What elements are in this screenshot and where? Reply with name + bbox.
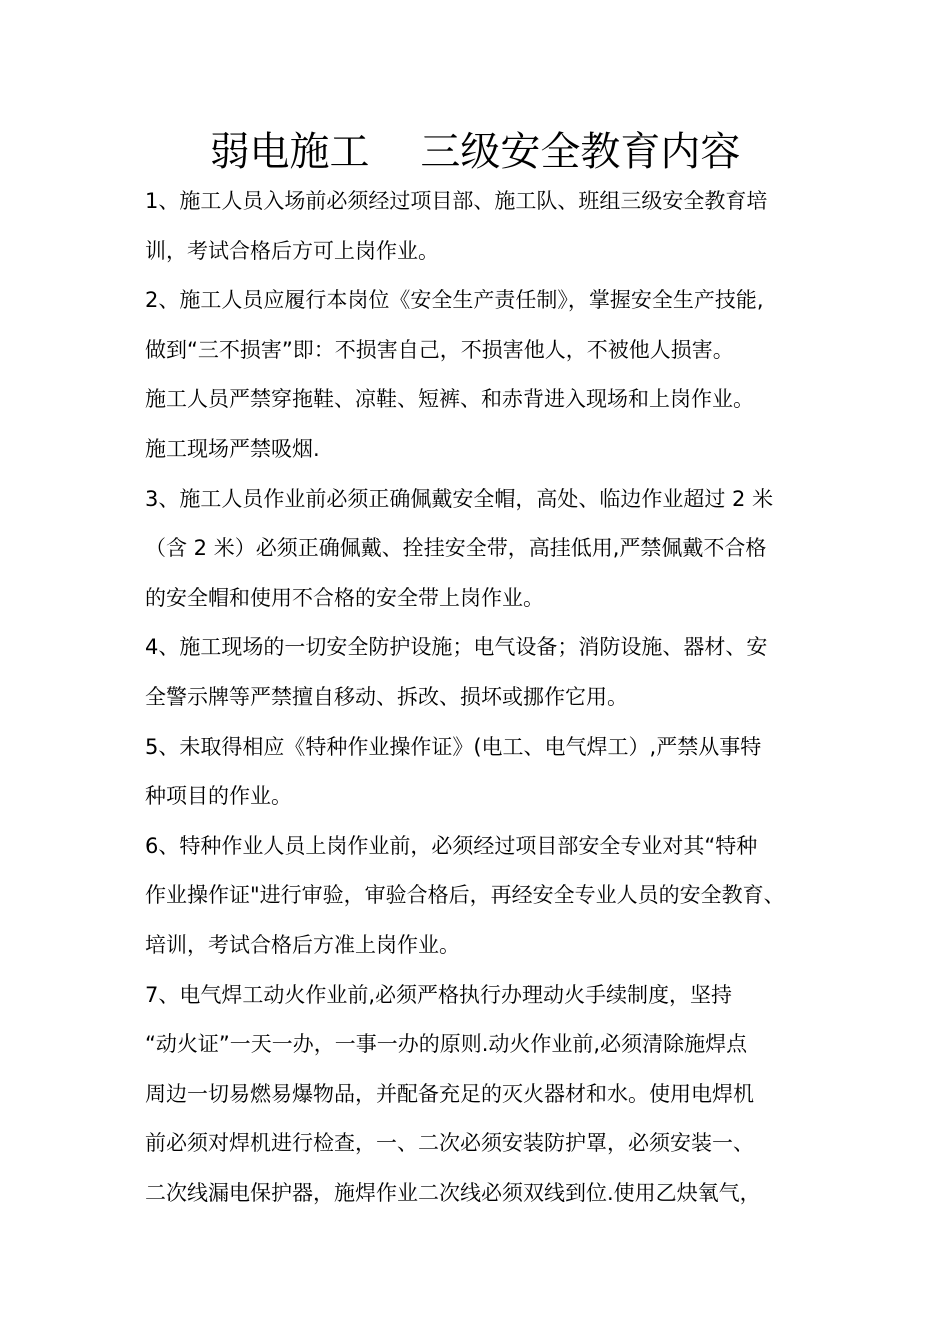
body-line: 4、施工现场的一切安全防护设施；电气设备；消防设施、器材、安 bbox=[145, 635, 768, 660]
body-line: （含 2 米）必须正确佩戴、拴挂安全带，高挂低用,严禁佩戴不合格 bbox=[145, 536, 767, 561]
body-line: 施工现场严禁吸烟. bbox=[145, 436, 320, 461]
body-line: 二次线漏电保护器，施焊作业二次线必须双线到位.使用乙炔氧气， bbox=[145, 1180, 761, 1205]
body-line: 种项目的作业。 bbox=[145, 784, 292, 809]
body-line: 2、施工人员应履行本岗位《安全生产责任制》，掌握安全生产技能, bbox=[145, 288, 764, 313]
body-line: 作业操作证"进行审验，审验合格后，再经安全专业人员的安全教育、 bbox=[145, 883, 785, 908]
body-line: 周边一切易燃易爆物品，并配备充足的灭火器材和水。使用电焊机 bbox=[145, 1081, 754, 1106]
body-line: 1、施工人员入场前必须经过项目部、施工队、班组三级安全教育培 bbox=[145, 189, 768, 213]
body-line: 3、施工人员作业前必须正确佩戴安全帽，高处、临边作业超过 2 米 bbox=[145, 486, 774, 511]
document-title: 弱电施工 三级安全教育内容 bbox=[209, 129, 741, 175]
body-line: 全警示牌等严禁擅自移动、拆改、损坏或挪作它用。 bbox=[145, 684, 628, 709]
body-line: 做到“三不损害”即：不损害自己，不损害他人，不被他人损害。 bbox=[145, 337, 734, 362]
body-line: 培训，考试合格后方准上岗作业。 bbox=[145, 932, 460, 957]
body-line: 5、未取得相应《特种作业操作证》(电工、电气焊工）,严禁从事特 bbox=[145, 734, 762, 759]
body-line: 6、特种作业人员上岗作业前，必须经过项目部安全专业对其“特种 bbox=[145, 833, 758, 858]
body-line: 7、电气焊工动火作业前,必须严格执行办理动火手续制度，坚持 bbox=[145, 982, 733, 1007]
document-body bbox=[145, 177, 825, 1218]
body-line: “动火证”一天一办，一事一办的原则.动火作业前,必须清除施焊点 bbox=[145, 1032, 748, 1057]
body-line: 前必须对焊机进行检查，一、二次必须安装防护罩，必须安装一、 bbox=[145, 1131, 754, 1156]
body-line: 的安全帽和使用不合格的安全带上岗作业。 bbox=[145, 585, 544, 610]
body-line: 训，考试合格后方可上岗作业。 bbox=[145, 238, 439, 263]
body-line: 施工人员严禁穿拖鞋、凉鞋、短裤、和赤背进入现场和上岗作业。 bbox=[145, 387, 754, 412]
